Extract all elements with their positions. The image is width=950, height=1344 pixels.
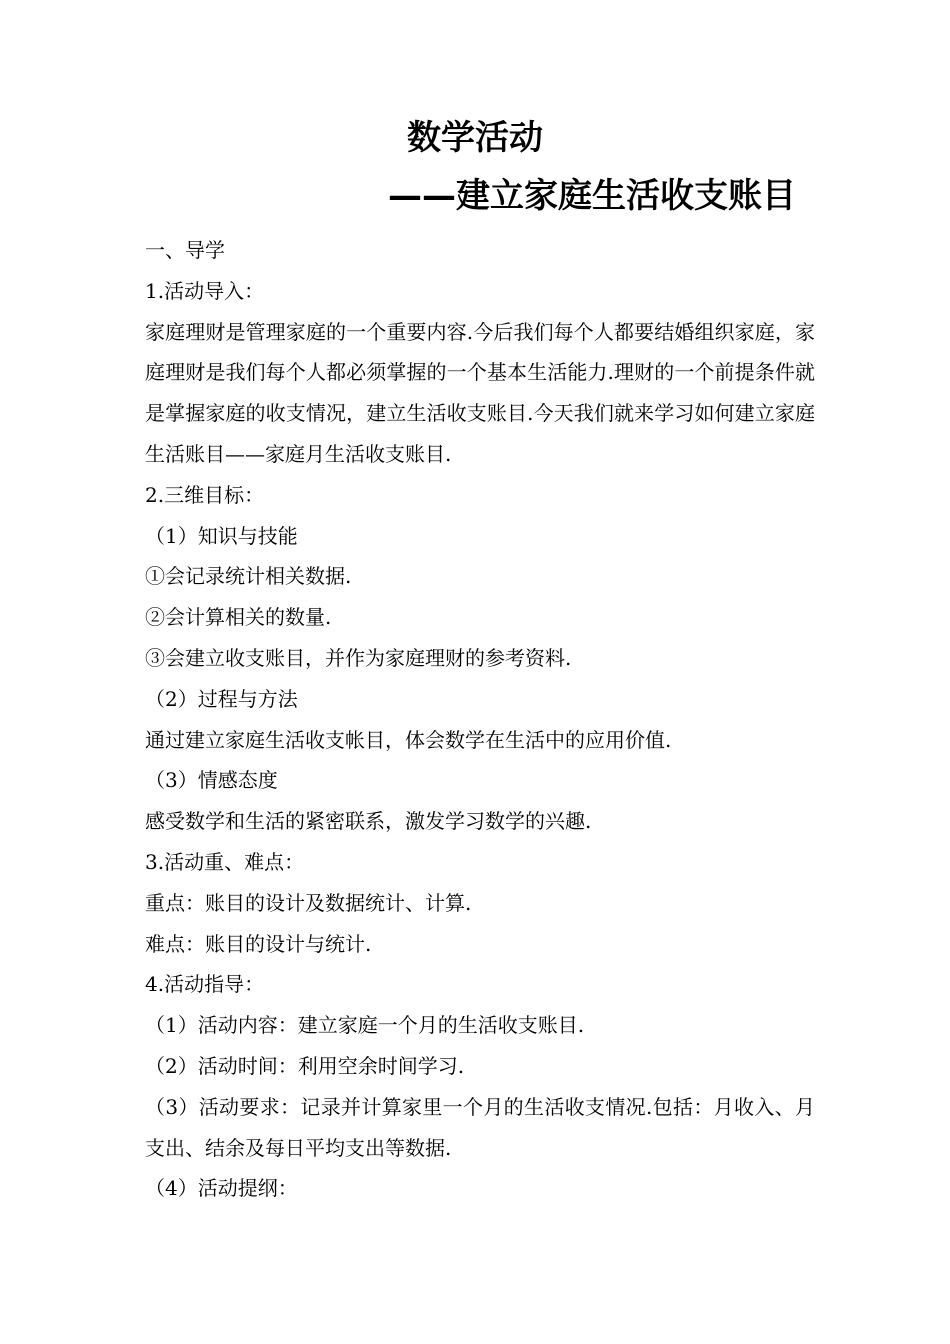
item3-heading: 3.活动重、难点： <box>145 849 305 874</box>
goal2-text: 通过建立家庭生活收支帐目，体会数学在生活中的应用价值. <box>145 727 672 752</box>
document-body <box>145 230 815 1209</box>
goal3-heading: （3）情感态度 <box>145 768 278 793</box>
goal1-point: ①会记录统计相关数据. <box>145 564 352 589</box>
goal1-heading: （1）知识与技能 <box>145 523 298 548</box>
guide-requirement: （3）活动要求：记录并计算家里一个月的生活收支情况.包括：月收入、月支出、结余及每日平均支出等数据. <box>145 1094 815 1160</box>
item4-heading: 4.活动指导： <box>145 972 265 997</box>
goal1-point: ②会计算相关的数量. <box>145 605 332 630</box>
guide-time: （2）活动时间：利用空余时间学习. <box>145 1053 465 1078</box>
item1-heading: 1.活动导入： <box>145 278 265 303</box>
page-title: 数学活动 <box>407 118 543 158</box>
difficult-point: 难点：账目的设计与统计. <box>145 931 372 956</box>
section-heading-daoxue: 一、导学 <box>145 238 225 262</box>
key-point: 重点：账目的设计及数据统计、计算. <box>145 890 472 915</box>
item1-paragraph: 家庭理财是管理家庭的一个重要内容.今后我们每个人都要结婚组织家庭，家庭理财是我们每个人都必须掌握的一个基本生活能力.理财的一个前提条件就是掌握家庭的收支情况，建立生活收支账目.今天我们就来学习如何建立家庭生活账目——家庭月生活收支账目. <box>145 319 815 466</box>
goal1-point: ③会建立收支账目，并作为家庭理财的参考资料. <box>145 645 572 670</box>
goal2-heading: （2）过程与方法 <box>145 686 298 711</box>
guide-content: （1）活动内容：建立家庭一个月的生活收支账目. <box>145 1013 585 1038</box>
page-subtitle: ——建立家庭生活收支账目 <box>388 176 796 216</box>
guide-outline: （4）活动提纲： <box>145 1176 298 1201</box>
goal3-text: 感受数学和生活的紧密联系，激发学习数学的兴趣. <box>145 809 592 834</box>
item2-heading: 2.三维目标： <box>145 482 265 507</box>
